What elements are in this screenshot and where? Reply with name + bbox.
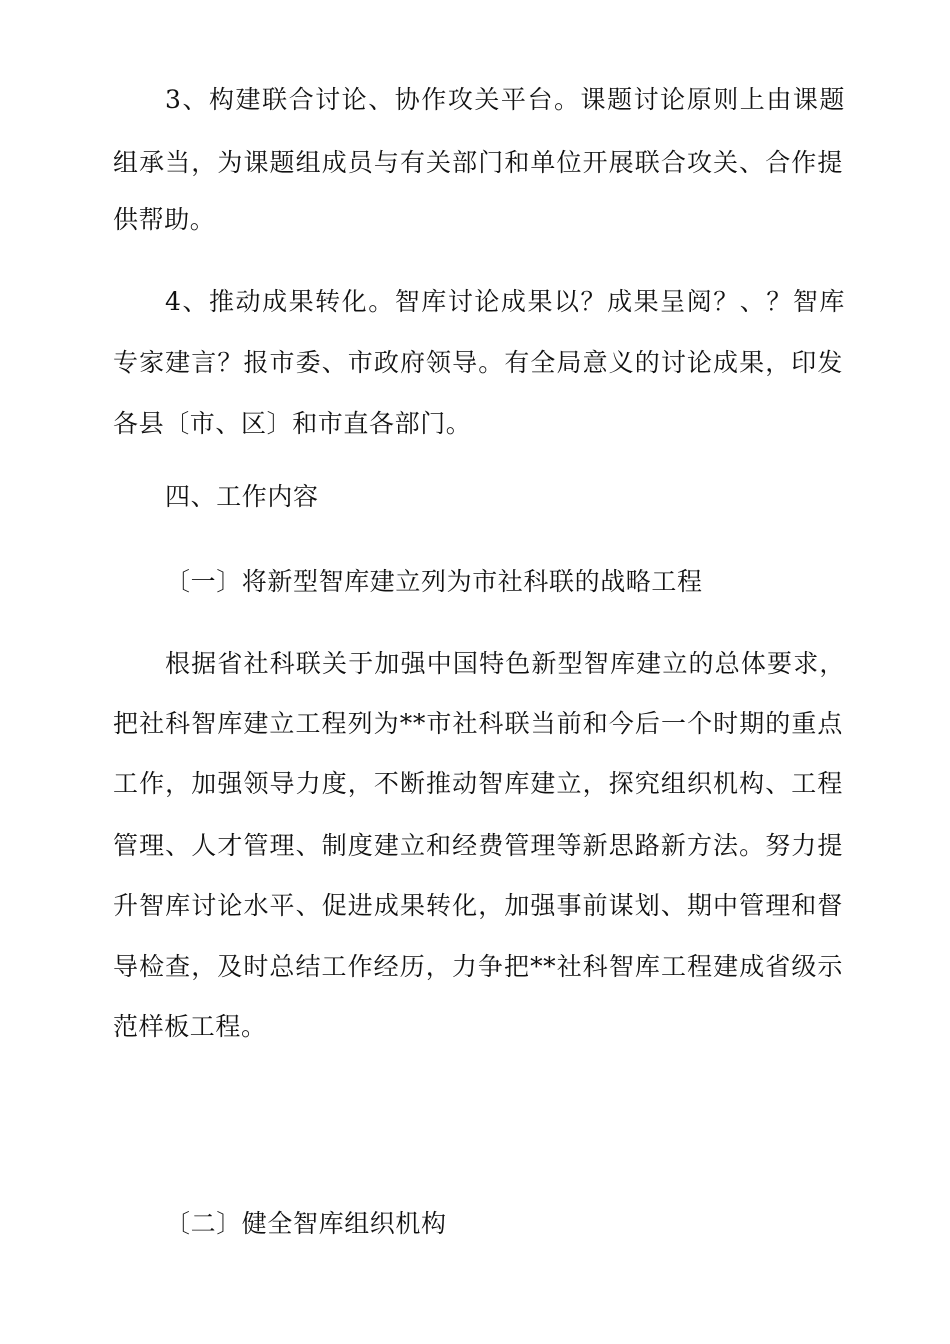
para4-line-2: 专家建言？报市委、市政府领导。有全局意义的讨论成果，印发 <box>113 348 843 377</box>
subsection-heading-2: 〔二〕健全智库组织机构 <box>165 1209 447 1238</box>
subsection-heading-1: 〔一〕将新型智库建立列为市社科联的战略工程 <box>165 567 703 596</box>
body-line-5: 升智库讨论水平、促进成果转化，加强事前谋划、期中管理和督 <box>113 891 843 920</box>
para3-line-3: 供帮助。 <box>113 205 216 234</box>
para3-line-1: 3、构建联合讨论、协作攻关平台。课题讨论原则上由课题 <box>165 85 845 114</box>
body-line-4: 管理、人才管理、制度建立和经费管理等新思路新方法。努力提 <box>113 831 843 860</box>
para4-line-1: 4、推动成果转化。智库讨论成果以？成果呈阅？、？智库 <box>165 287 845 316</box>
para4-line-3: 各县〔市、区〕和市直各部门。 <box>113 409 472 438</box>
body-line-1: 根据省社科联关于加强中国特色新型智库建立的总体要求， <box>165 649 845 678</box>
body-line-3: 工作，加强领导力度，不断推动智库建立，探究组织机构、工程 <box>113 769 843 798</box>
body-line-2: 把社科智库建立工程列为**市社科联当前和今后一个时期的重点 <box>113 709 843 738</box>
section-heading: 四、工作内容 <box>165 482 319 511</box>
body-line-7: 范样板工程。 <box>113 1012 267 1041</box>
body-line-6: 导检查，及时总结工作经历，力争把**社科智库工程建成省级示 <box>113 952 843 981</box>
para3-line-2: 组承当，为课题组成员与有关部门和单位开展联合攻关、合作提 <box>113 148 843 177</box>
